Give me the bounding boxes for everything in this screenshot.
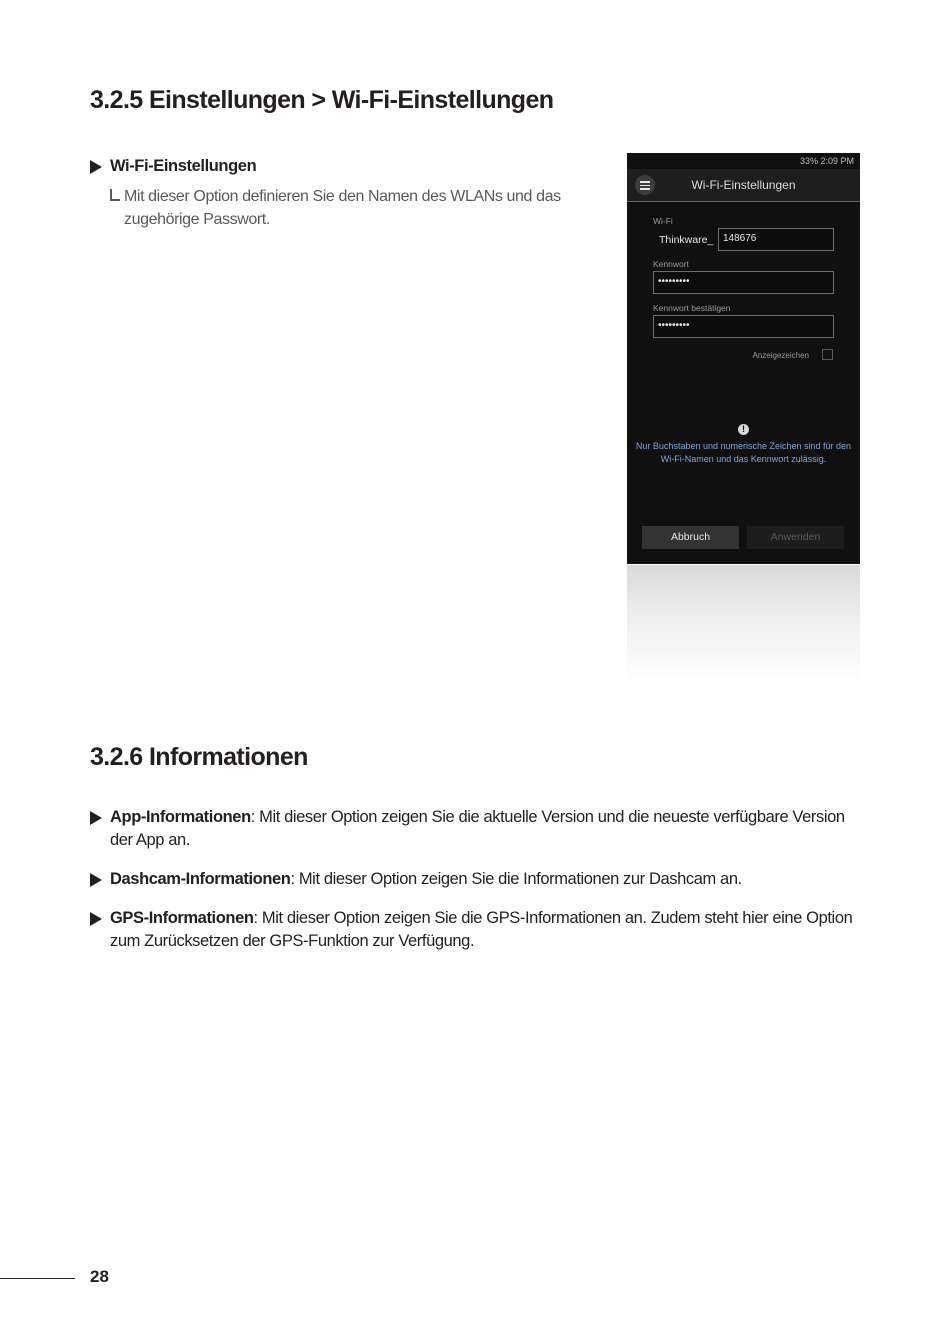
footer-rule: [0, 1278, 75, 1279]
page-number: 28: [90, 1267, 109, 1286]
bullet-title: Dashcam-Informationen: [110, 870, 291, 888]
triangle-bullet-icon: [90, 873, 102, 887]
sub-item-corner-icon: [110, 189, 120, 201]
wifi-label: Wi-Fi: [653, 216, 673, 226]
bullet-text: : Mit dieser Option zeigen Sie die Informationen zur Dashcam an.: [290, 870, 742, 888]
confirm-password-field: •••••••••: [653, 315, 834, 338]
wifi-name-field: 148676: [718, 228, 834, 251]
hint-text: Nur Buchstaben und numerische Zeichen sind für den Wi-Fi-Namen und das Kennwort zulässig.: [635, 441, 852, 464]
app-bar: [627, 169, 860, 202]
triangle-bullet-icon: [90, 811, 102, 825]
password-label: Kennwort: [653, 259, 689, 269]
app-title: Wi-Fi-Einstellungen: [691, 178, 796, 192]
bullet-title: App-Informationen: [110, 808, 251, 826]
show-characters-checkbox: [822, 349, 833, 360]
bullet-gps-info: [90, 907, 858, 953]
apply-button: Anwenden: [747, 526, 844, 549]
info-icon: !: [738, 424, 749, 435]
bullet-title: Wi-Fi-Einstellungen: [110, 157, 257, 175]
bullet-app-info: [90, 806, 858, 852]
confirm-password-label: Kennwort bestätigen: [653, 303, 731, 313]
wifi-description-text: Mit dieser Option definieren Sie den Namen des WLANs und das zugehörige Passwort.: [124, 188, 561, 228]
section-heading-wifi: 3.2.5 Einstellungen > Wi-Fi-Einstellungen: [90, 86, 554, 114]
status-bar: 33% 2:09 PM: [799, 156, 854, 166]
phone-screenshot: [627, 153, 860, 564]
password-field: •••••••••: [653, 271, 834, 294]
bullet-text: : Mit dieser Option zeigen Sie die aktuelle Version und die neueste verfügbare Version der App an.: [110, 808, 845, 849]
triangle-bullet-icon: [90, 912, 102, 926]
phone-reflection: [627, 565, 860, 683]
triangle-bullet-icon: [90, 160, 102, 174]
wifi-prefix: Thinkware_: [659, 234, 714, 246]
cancel-button: Abbruch: [642, 526, 739, 549]
bullet-text: : Mit dieser Option zeigen Sie die GPS-Informationen an. Zudem steht hier eine Option zum Zurücksetzen der GPS-Funktion zur Verfügung.: [110, 909, 853, 950]
wifi-description: [110, 185, 590, 231]
show-characters-label: Anzeigezeichen: [752, 351, 809, 360]
section-heading-info: 3.2.6 Informationen: [90, 743, 308, 771]
bullet-title: GPS-Informationen: [110, 909, 254, 927]
bullet-dashcam-info: [90, 868, 858, 891]
